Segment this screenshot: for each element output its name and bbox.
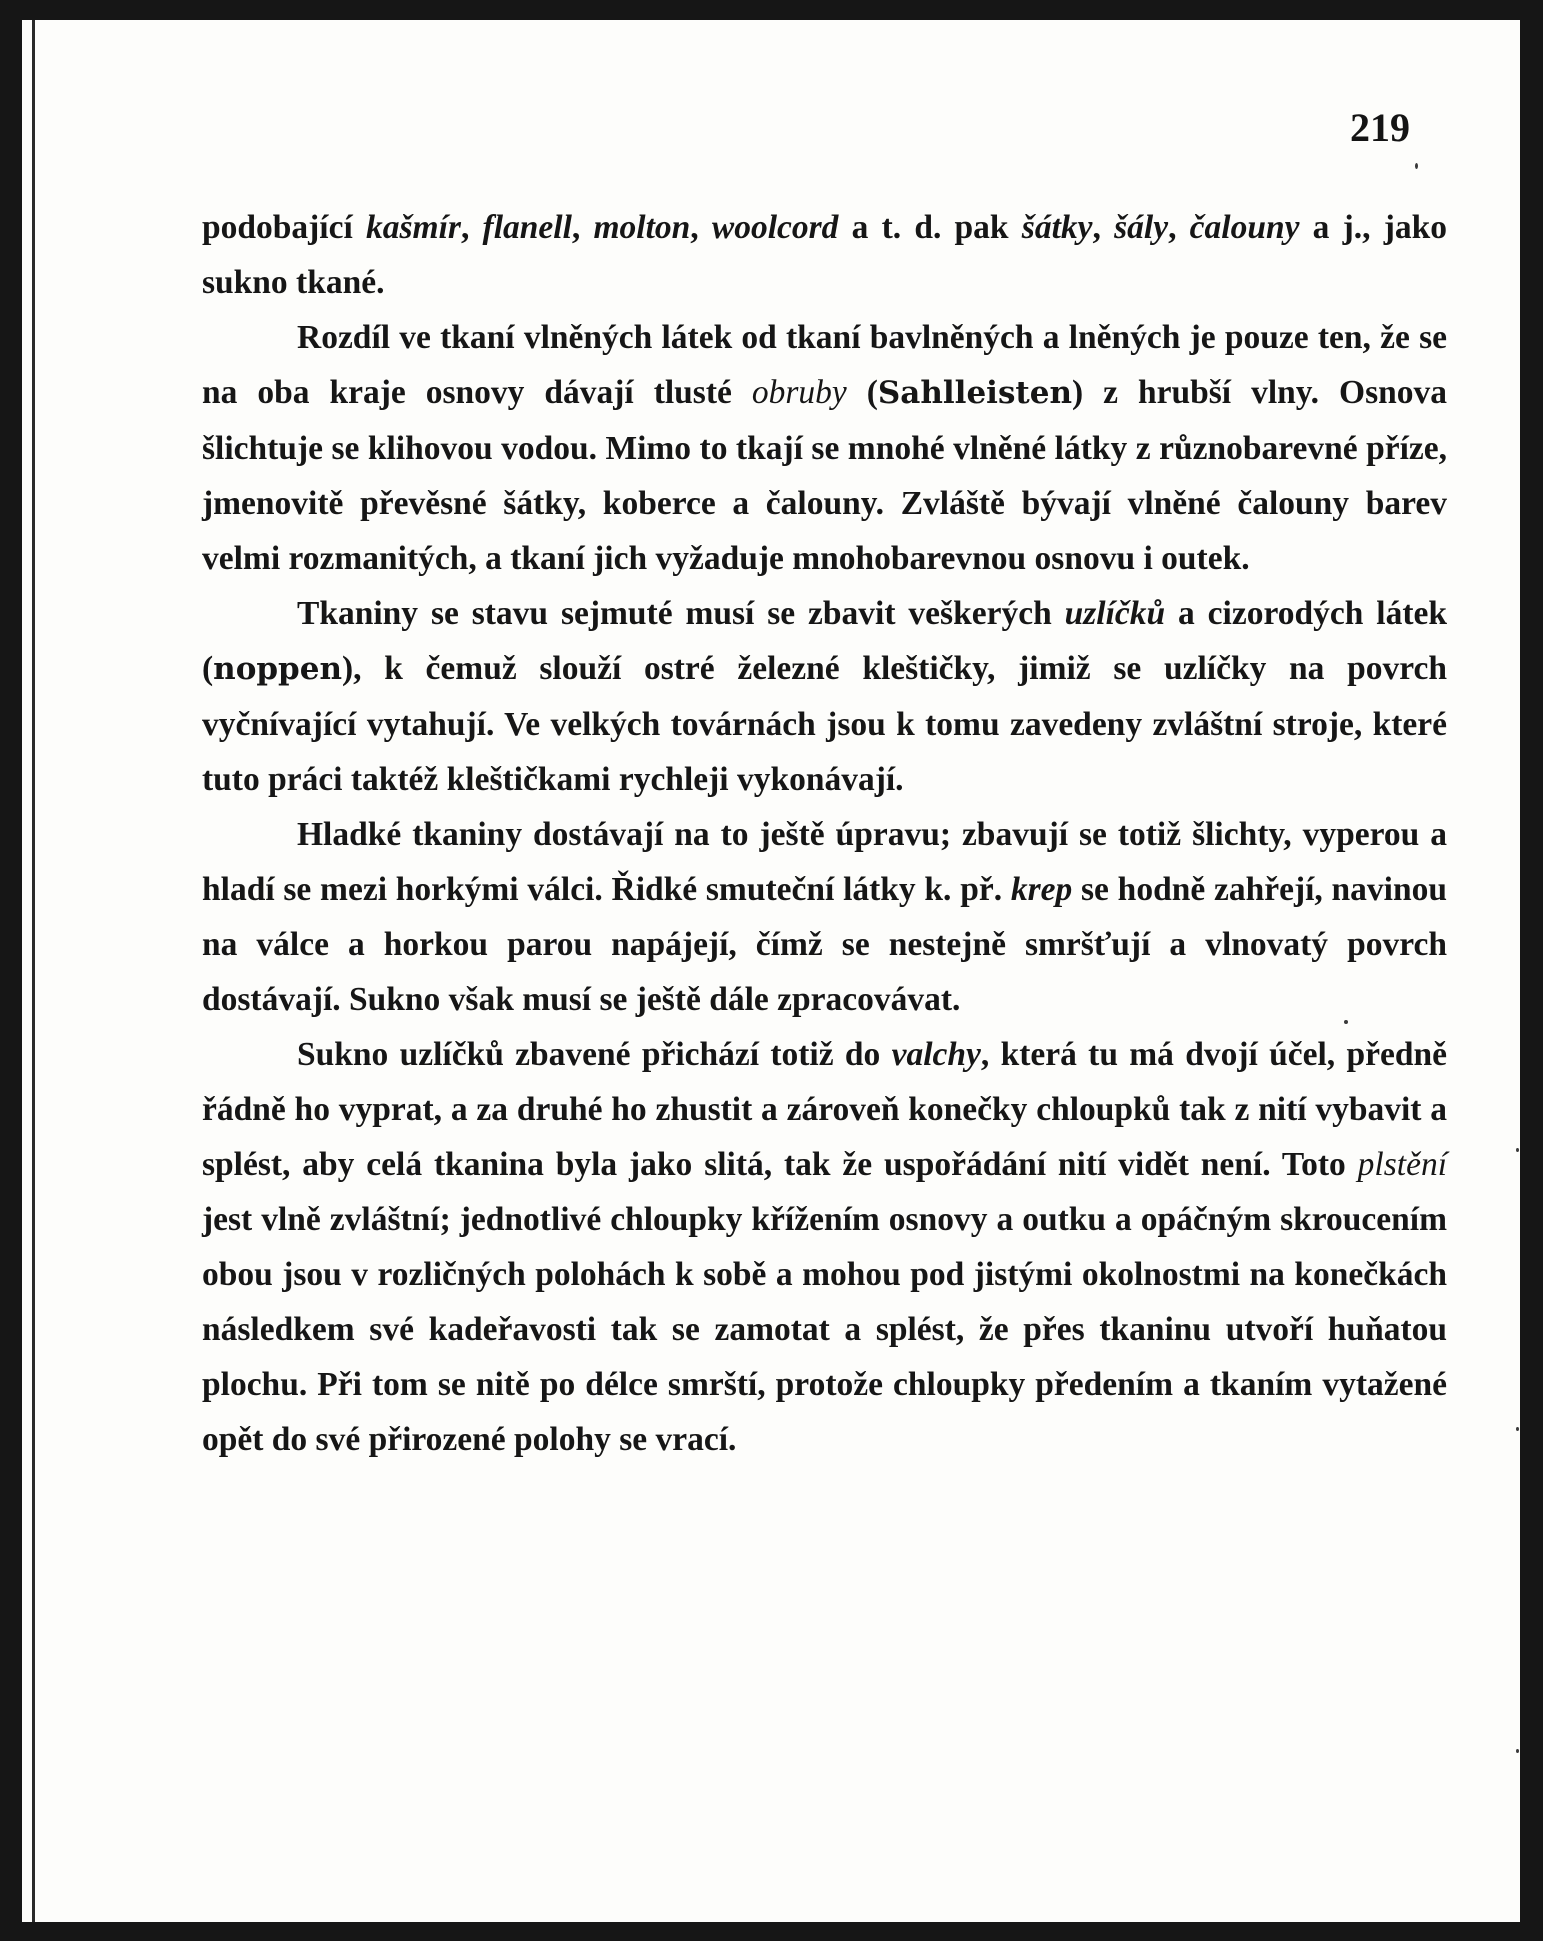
text-run: Hladké tkaniny dostávají na to ještě úpravu; zbavují se totiž šlichty, vyperou a hladí se mezi horkými válci. Řidké smuteční látky k. př. [202, 816, 1447, 908]
italic-term: šátky [1021, 209, 1093, 246]
body-text [202, 200, 1447, 1467]
italic-term: flanell [482, 209, 572, 246]
german-term: noppen [213, 651, 342, 687]
ink-speck [1516, 1749, 1519, 1753]
text-run: podobající [202, 209, 366, 246]
text-run: a cizorodých látek ( [202, 595, 1447, 687]
italic-term: molton [593, 209, 691, 246]
italic-term: kašmír [366, 209, 461, 246]
text-run: Sukno uzlíčků zbavené přichází totiž do [297, 1036, 892, 1073]
italic-term: krep [1010, 871, 1073, 908]
text-run: a j., jako sukno tkané. [202, 209, 1448, 301]
paragraph [202, 200, 1447, 310]
text-run: Rozdíl ve tkaní vlněných látek od tkaní bavlněných a lněných je pouze ten, že se na oba kraje osnovy dávají tlusté [202, 319, 1447, 411]
italic-term: uzlíčků [1064, 595, 1166, 632]
text-run: , [1092, 209, 1115, 246]
italic-term: čalouny [1189, 209, 1300, 246]
paragraph [202, 586, 1447, 807]
italic-term: obruby [751, 374, 847, 411]
text-run: , [1168, 209, 1190, 246]
ink-speck [1516, 1148, 1519, 1152]
text-run: ) z hrubší vlny. Osnova šlichtuje se klihovou vodou. Mimo to tkají se mnohé vlněné látky z různobarevné příze, jmenovitě převěsné šátky, koberce a čalouny. Zvláště bývají vlněné čalouny barev velmi rozmanitých, a tkaní jich vyžaduje mnohobarevnou osnovu i outek. [202, 374, 1447, 577]
text-run: , [690, 209, 712, 246]
italic-term: valchy [891, 1036, 981, 1073]
ink-speck [1516, 1427, 1519, 1431]
ink-speck [1415, 163, 1418, 169]
text-run: se hodně zahřejí, navinou na válce a horkou parou napájejí, čímž se nestejně smršťují a vlnovatý povrch dostávají. Sukno však musí se ještě dále zpracovávat. [202, 871, 1447, 1018]
text-run: ), k čemuž slouží ostré železné kleštičky, jimiž se uzlíčky na povrch vyčnívající vytahují. Ve velkých továrnách jsou k tomu zavedeny zvláštní stroje, které tuto práci taktéž kleštičkami rychleji vykonávají. [202, 650, 1447, 798]
italic-term: šály [1114, 209, 1169, 246]
book-page [22, 20, 1520, 1922]
page-number: 219 [1350, 105, 1410, 150]
italic-term: woolcord [711, 209, 839, 246]
text-run: , která tu má dvojí účel, předně řádně ho vyprat, a za druhé ho zhustit a zároveň konečky chloupků tak z nití vybavit a splést, aby celá tkanina byla jako slitá, tak že uspořádání nití vidět není. Toto [202, 1036, 1447, 1183]
paragraph [202, 1027, 1447, 1467]
italic-term: plstění [1357, 1146, 1447, 1183]
text-run: , [460, 209, 483, 246]
text-run: ( [846, 374, 878, 411]
text-run: jest vlně zvláštní; jednotlivé chloupky křížením osnovy a outku a opáčným skroucením obou jsou v rozličných polohách k sobě a mohou pod jistými okolnostmi na konečkách následkem své kadeřavosti tak se zamotat a splést, že přes tkaninu utvoří huňatou plochu. Při tom se nitě po délce smrští, protože chloupky předením a tkaním vytažené opět do své přirozené polohy se vrací. [202, 1201, 1447, 1458]
text-run: , [571, 209, 594, 246]
german-term: Sahlleisten [877, 375, 1072, 411]
ink-speck [1344, 1020, 1348, 1024]
page-edge-shadow [32, 20, 35, 1922]
text-run: Tkaniny se stavu sejmuté musí se zbavit veškerých [297, 595, 1065, 632]
paragraph [202, 310, 1447, 586]
paragraph [202, 807, 1447, 1027]
text-run: a t. d. pak [838, 209, 1022, 246]
